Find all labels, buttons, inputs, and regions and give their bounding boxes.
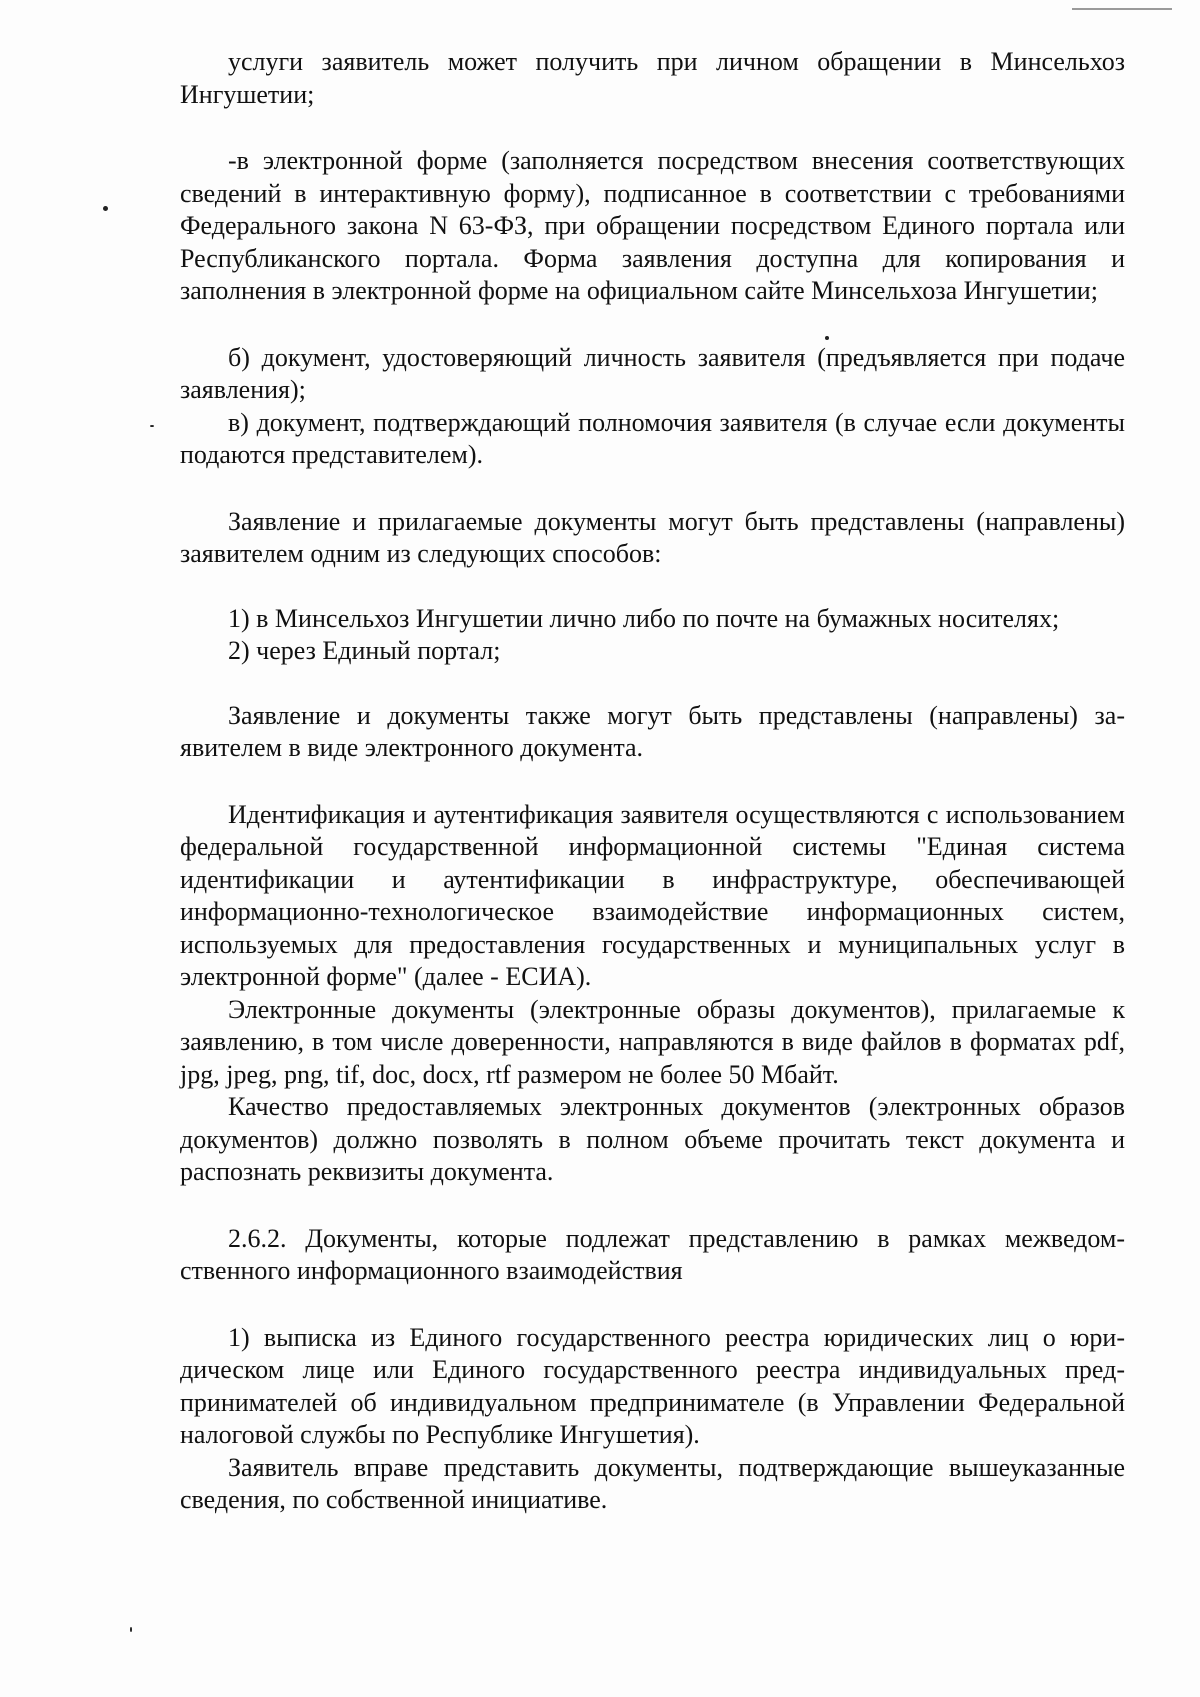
paragraph-electronic-form: -в электронной форме (заполняется посредством внесения соответствующих сведений в интерактивную форму), подписанное в соответствии с требованиями Федерального закона N 63-ФЗ, при обращении посредством Единого портала или Республиканского портала. Форма заявления доступна для копирования и заполнения в электронной форме на официальном сайте Минсельхоза Ингушетии; bbox=[180, 146, 1125, 305]
paragraph-document-quality: Качество предоставляемых электронных документов (электронных образов документов) должно позволять в полном объеме прочитать текст документа и распознать реквизиты документа. bbox=[180, 1092, 1125, 1186]
list-item-registry-extract: 1) выписка из Единого государственного реестра юридических лиц о юридическом лице или Единого государственного реестра индивидуальных предпринимателей об индивидуальном предпринимателе (в Управлении Федеральной налоговой службы по Республике Ингушетия). bbox=[180, 1322, 1125, 1449]
scan-speck bbox=[103, 206, 108, 211]
paragraph-submission-methods: Заявление и прилагаемые документы могут быть представлены (направлены) заявителем одним из следующих способов: bbox=[180, 506, 1125, 568]
paragraph-file-formats: Электронные документы (электронные образы документов), прилагаемые к заявлению, в том числе доверенности, направляются в виде файлов в форматах pdf, jpg, jpeg, png, tif, doc, docx, rtf размером не более 50 Мбайт. bbox=[180, 994, 1125, 1089]
paragraph-authority-document: в) документ, подтверждающий полномочия заявителя (в случае если документы подаются представителем). bbox=[180, 407, 1125, 469]
paragraph-electronic-document: Заявление и документы также могут быть представлены (направлены) заявителем в виде электронного документа. bbox=[180, 700, 1125, 762]
document-body bbox=[180, 46, 1125, 1517]
paragraph-own-initiative: Заявитель вправе представить документы, подтверждающие вышеуказанные сведения, по собственной инициативе. bbox=[180, 1452, 1125, 1514]
scan-speck bbox=[130, 1627, 132, 1632]
list-item-unified-portal: 2) через Единый портал; bbox=[228, 636, 501, 665]
paragraph-identity-document: б) документ, удостоверяющий личность заявителя (предъявляется при подаче заявления); bbox=[180, 342, 1125, 404]
paragraph-submission-in-person: услуги заявитель может получить при личном обращении в Минсельхоз Ингушетии; bbox=[180, 47, 1125, 109]
section-heading-2-6-2: 2.6.2. Документы, которые подлежат представлению в рамках межведомственного информационного взаимодействия bbox=[180, 1223, 1125, 1285]
scan-speck bbox=[150, 425, 154, 427]
list-item-in-person-or-mail: 1) в Минсельхоз Ингушетии лично либо по почте на бумажных носителях; bbox=[228, 603, 1060, 633]
paragraph-identification-esia: Идентификация и аутентификация заявителя осуществляются с использованием федеральной государственной информационной системы "Единая система идентификации и аутентификации в инфраструктуре, обеспечивающей информационно-технологическое взаимодействие информационных систем, используемых для предоставления государственных и муниципальных услуг в электронной форме" (далее - ЕСИА). bbox=[180, 799, 1125, 991]
top-edge-rule bbox=[1072, 8, 1172, 10]
